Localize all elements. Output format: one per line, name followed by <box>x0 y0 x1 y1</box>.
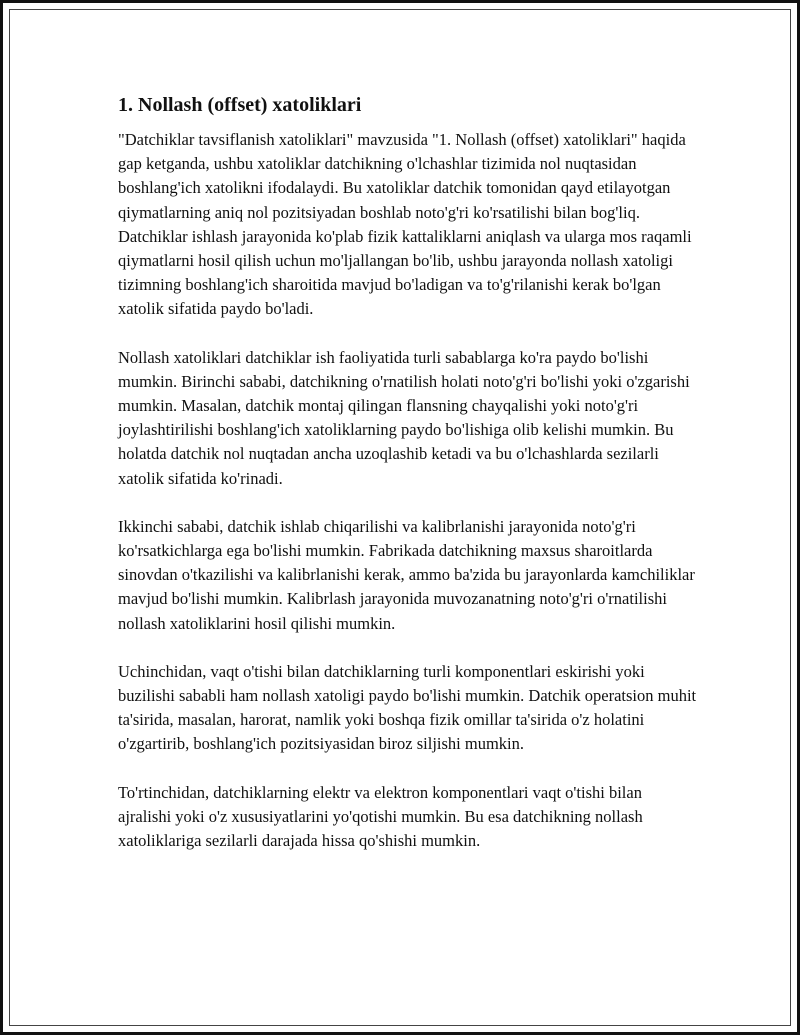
document-body <box>118 92 698 877</box>
paragraph-intro: "Datchiklar tavsiflanish xatoliklari" mavzusida "1. Nollash (offset) xatoliklari" haqida gap ketganda, ushbu xatoliklar datchikning o'lchashlar tizimida nol nuqtasidan boshlang'ich xatolikni ifodalaydi. Bu xatoliklar datchik tomonidan qayd etilayotgan qiymatlarning aniq nol pozitsiyadan boshlab noto'g'ri ko'rsatilishi bilan bog'liq. Datchiklar ishlash jarayonida ko'plab fizik kattaliklarni aniqlash va ularga mos raqamli qiymatlarni hosil qilish uchun mo'ljallangan bo'lib, ushbu jarayonda nollash xatoligi tizimning boshlang'ich sharoitida mavjud bo'ladigan va to'g'rilanishi kerak bo'lgan xatolik sifatida paydo bo'ladi. <box>118 130 692 319</box>
paragraph-fourth-cause: To'rtinchidan, datchiklarning elektr va elektron komponentlari vaqt o'tishi bilan ajralishi yoki o'z xususiyatlarini yo'qotishi mumkin. Bu esa datchikning nollash xatoliklariga sezilarli darajada hissa qo'shishi mumkin. <box>118 782 643 851</box>
paragraph-third-cause: Uchinchidan, vaqt o'tishi bilan datchiklarning turli komponentlari eskirishi yoki buzilishi sababli ham nollash xatoligi paydo bo'lishi mumkin. Datchik operatsion muhit ta'sirida, masalan, harorat, namlik yoki boshqa fizik omillar ta'sirida o'z holatini o'zgartirib, boshlang'ich pozitsiyasidan biroz siljishi mumkin. <box>118 661 697 754</box>
section-heading: 1. Nollash (offset) xatoliklari <box>118 94 362 116</box>
paragraph-second-cause: Ikkinchi sababi, datchik ishlab chiqarilishi va kalibrlanishi jarayonida noto'g'ri ko'rsatkichlarga ega bo'lishi mumkin. Fabrikada datchikning maxsus sharoitlarda sinovdan o'tkazilishi va kalibrlanishi kerak, ammo ba'zida bu jarayonlarda kamchiliklar mavjud bo'lishi mumkin. Kalibrlash jarayonida muvozanatning noto'g'ri o'rnatilishi nollash xatoliklarini hosil qilishi mumkin. <box>118 516 695 633</box>
paragraph-first-cause: Nollash xatoliklari datchiklar ish faoliyatida turli sabablarga ko'ra paydo bo'lishi mumkin. Birinchi sababi, datchikning o'rnatilish holati noto'g'ri bo'lishi yoki o'zgarishi mumkin. Masalan, datchik montaj qilingan flansning chayqalishi yoki noto'g'ri joylashtirilishi boshlang'ich xatoliklarning paydo bo'lishiga olib kelishi mumkin. Bu holatda datchik nol nuqtadan ancha uzoqlashib ketadi va bu o'lchashlarda sezilarli xatolik sifatida ko'rinadi. <box>118 347 690 488</box>
